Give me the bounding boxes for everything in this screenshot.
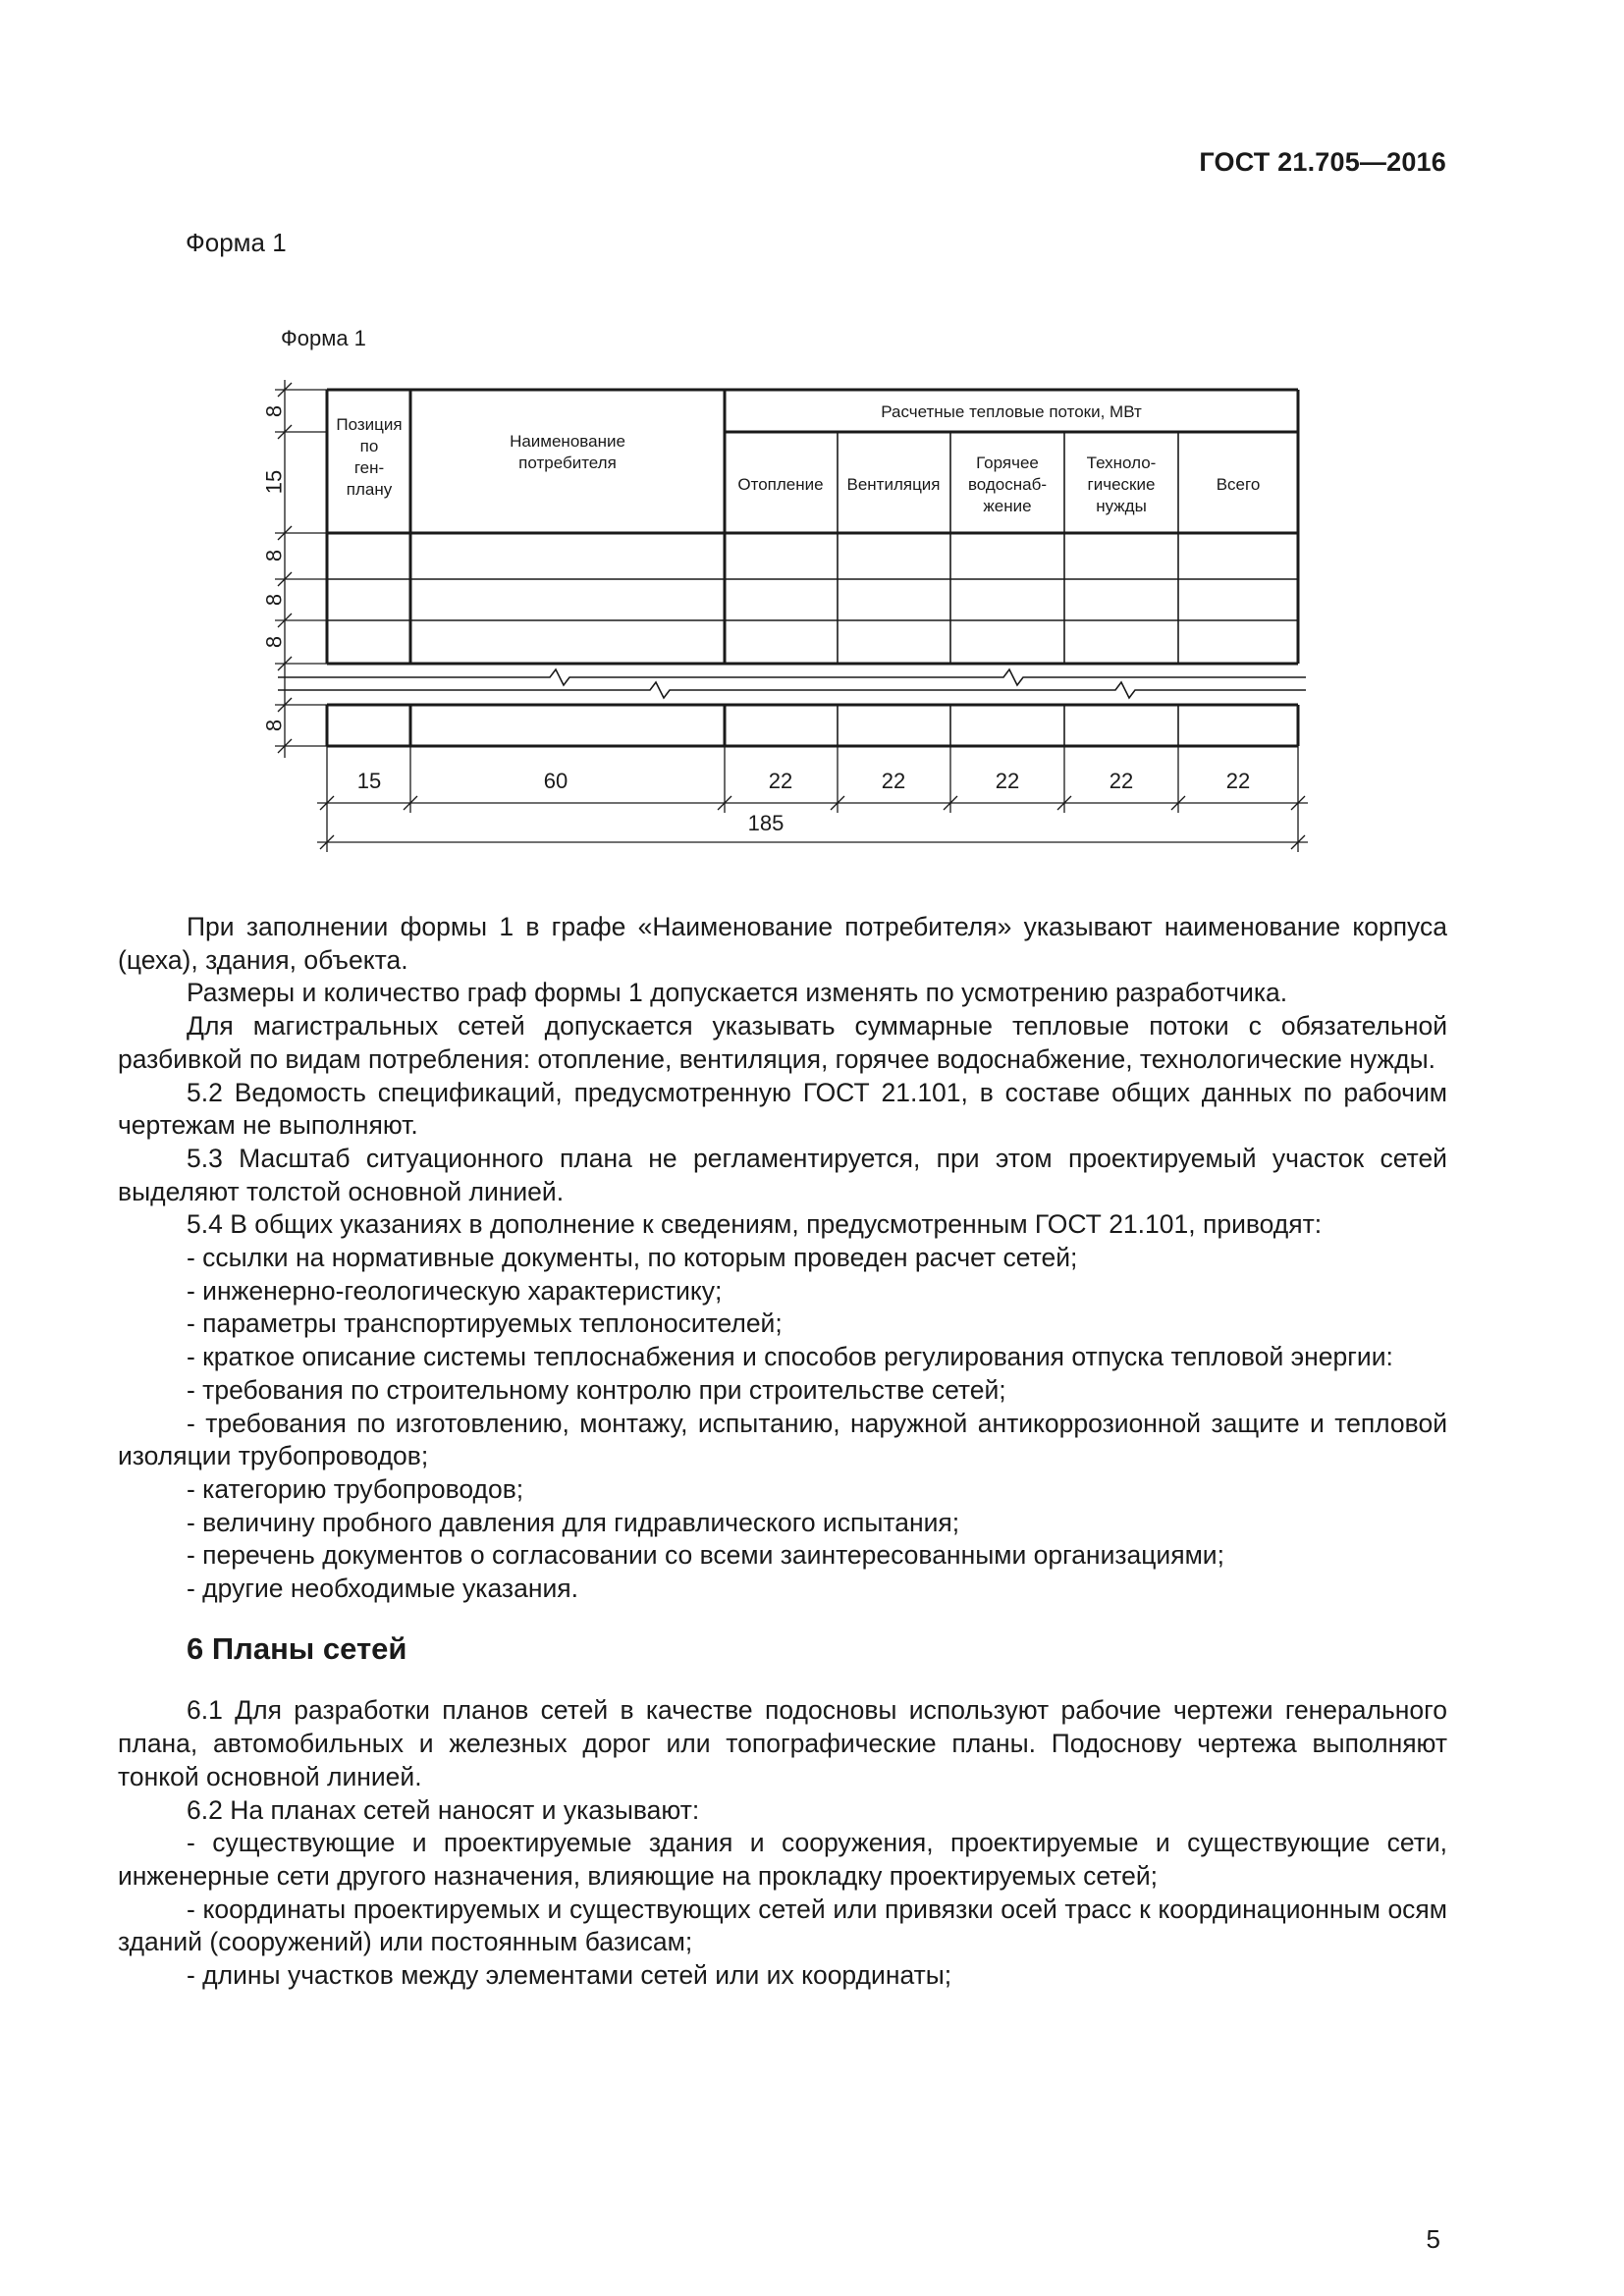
dim-col-5: 22: [995, 769, 1020, 793]
header-hot-water-line3: жение: [983, 497, 1032, 515]
list-item: - ссылки на нормативные документы, по которым проведен расчет сетей;: [187, 1243, 1078, 1273]
paragraph: 5.2 Ведомость спецификаций, предусмотренную ГОСТ 21.101, в составе общих данных по рабочим чертежам не выполняют.: [118, 1077, 1447, 1141]
dim-col-4: 22: [881, 769, 906, 793]
list-item: - параметры транспортируемых теплоносителей;: [187, 1308, 783, 1339]
page-number: 5: [1426, 2224, 1440, 2254]
header-consumer-line2: потребителя: [518, 454, 617, 472]
header-position-line2: по: [359, 437, 379, 455]
list-item: - перечень документов о согласовании со всеми заинтересованными организациями;: [187, 1540, 1224, 1571]
list-item: - требования по строительному контролю при строительстве сетей;: [187, 1374, 1006, 1405]
header-consumer-line1: Наименование: [510, 432, 625, 451]
figure-title: Форма 1: [281, 326, 366, 350]
list-item: - длины участков между элементами сетей или их координаты;: [187, 1960, 952, 1991]
dim-col-2: 60: [543, 769, 568, 793]
form-1-figure: [0, 0, 1624, 883]
dim-total: 185: [747, 811, 785, 835]
list-item: - категорию трубопроводов;: [187, 1473, 524, 1504]
header-hot-water-line2: водоснаб-: [967, 475, 1048, 494]
list-item: - краткое описание системы теплоснабжения и способов регулирования отпуска тепловой энергии:: [187, 1342, 1393, 1372]
list-item: - требования по изготовлению, монтажу, испытанию, наружной антикоррозионной защите и тепловой изоляции трубопроводов;: [118, 1408, 1447, 1471]
paragraph: Размеры и количество граф формы 1 допускается изменять по усмотрению разработчика.: [187, 978, 1288, 1008]
paragraph: 6.1 Для разработки планов сетей в качестве подосновы используют рабочие чертежи генерального плана, автомобильных и железных дорог или топографические планы. Подоснову чертежа выполняют тонкой основной линией.: [118, 1695, 1447, 1791]
document-code: ГОСТ 21.705—2016: [1199, 147, 1446, 177]
body-text: [118, 911, 1447, 1993]
section-heading: 6 Планы сетей: [187, 1630, 407, 1666]
paragraph: 5.4 В общих указаниях в дополнение к сведениям, предусмотренным ГОСТ 21.101, приводят:: [187, 1209, 1323, 1240]
header-total: Всего: [1216, 475, 1261, 494]
list-item: - инженерно-геологическую характеристику;: [187, 1275, 723, 1306]
list-item: - величину пробного давления для гидравлического испытания;: [187, 1507, 960, 1537]
list-item: - существующие и проектируемые здания и сооружения, проектируемые и существующие сети, инженерные сети другого назначения, влияющие на прокладку проектируемых сетей;: [118, 1828, 1447, 1891]
dim-row-3: 8: [261, 635, 287, 649]
paragraph: Для магистральных сетей допускается указывать суммарные тепловые потоки с обязательной разбивкой по видам потребления: отопление, вентиляция, горячее водоснабжение, технологические нужды.: [118, 1011, 1447, 1074]
header-hot-water-line1: Горячее: [976, 454, 1039, 472]
header-group: Расчетные тепловые потоки, МВт: [881, 402, 1142, 421]
header-position-line4: плану: [346, 480, 393, 499]
header-tech-line2: гические: [1087, 475, 1156, 494]
paragraph: 6.2 На планах сетей наносят и указывают:: [187, 1794, 700, 1825]
header-heating: Отопление: [737, 475, 824, 494]
header-tech-line1: Техноло-: [1086, 454, 1157, 472]
header-tech-line3: нужды: [1096, 497, 1147, 515]
dim-row-top: 8: [261, 404, 287, 418]
header-position-line3: ген-: [353, 458, 385, 477]
dim-col-3: 22: [768, 769, 793, 793]
paragraph: При заполнении формы 1 в графе «Наименование потребителя» указывают наименование корпуса (цеха), здания, объекта.: [118, 912, 1447, 975]
dim-row-4: 8: [261, 719, 287, 732]
header-position-line1: Позиция: [336, 415, 403, 434]
dim-row-1: 8: [261, 549, 287, 562]
dim-row-header: 15: [261, 469, 287, 495]
paragraph: 5.3 Масштаб ситуационного плана не регламентируется, при этом проектируемый участок сетей выделяют толстой основной линией.: [118, 1143, 1447, 1206]
dim-col-6: 22: [1109, 769, 1134, 793]
list-item: - координаты проектируемых и существующих сетей или привязки осей трасс к координационным осям зданий (сооружений) или постоянным базисам;: [118, 1894, 1447, 1957]
dim-col-7: 22: [1225, 769, 1251, 793]
dim-row-2: 8: [261, 593, 287, 607]
list-item: - другие необходимые указания.: [187, 1574, 578, 1604]
dim-col-1: 15: [356, 769, 382, 793]
header-ventilation: Вентиляция: [846, 475, 941, 494]
form-label: Форма 1: [186, 228, 287, 257]
